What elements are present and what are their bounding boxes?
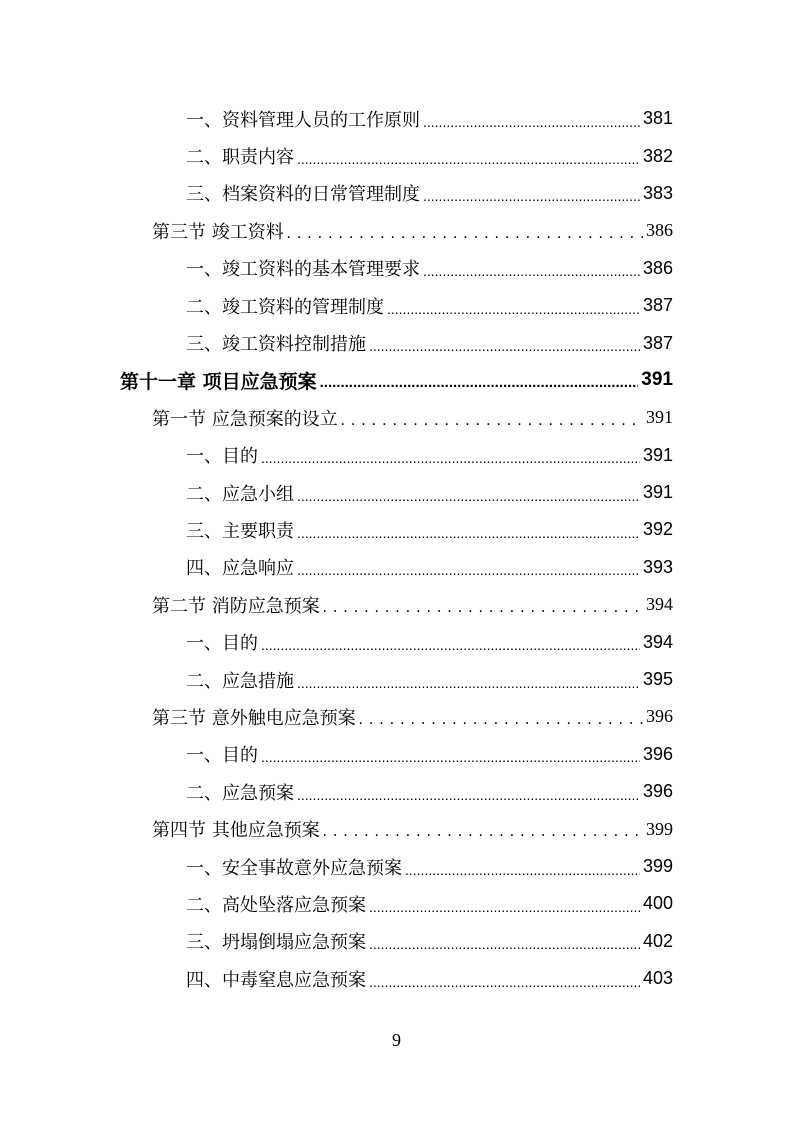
- toc-entry-title: 三、主要职责: [186, 520, 294, 542]
- toc-entry[interactable]: [0, 175, 793, 212]
- toc-dot-leader: [423, 109, 640, 129]
- toc-entry-title: 一、安全事故意外应急预案: [186, 857, 402, 879]
- toc-dot-leader: [323, 595, 643, 615]
- toc-entry-page: 393: [642, 556, 673, 577]
- toc-entry-title: 三、坍塌倒塌应急预案: [186, 932, 366, 954]
- toc-entry-page: 391: [641, 369, 673, 391]
- toc-entry-page: 395: [642, 669, 673, 690]
- toc-section-entry[interactable]: [0, 810, 793, 847]
- toc-section-entry[interactable]: [0, 586, 793, 623]
- toc-dot-leader: [323, 819, 643, 839]
- toc-entry-page: 387: [642, 332, 673, 353]
- toc-entry[interactable]: [0, 736, 793, 773]
- toc-entry-page: 394: [642, 631, 673, 652]
- table-of-contents: [0, 100, 793, 997]
- toc-dot-leader: [369, 894, 640, 914]
- toc-entry-title: 一、资料管理人员的工作原则: [186, 109, 420, 131]
- toc-entry-title: 第十一章 项目应急预案: [120, 370, 317, 393]
- toc-entry-title: 二、应急措施: [186, 670, 294, 692]
- toc-entry[interactable]: [0, 474, 793, 511]
- toc-entry-page: 386: [642, 257, 673, 278]
- toc-entry-page: 396: [642, 781, 673, 802]
- toc-entry-page: 402: [642, 930, 673, 951]
- toc-entry-title: 一、目的: [186, 745, 258, 767]
- toc-entry-title: 三、竣工资料控制措施: [186, 334, 366, 356]
- toc-entry[interactable]: [0, 923, 793, 960]
- toc-entry[interactable]: [0, 623, 793, 660]
- toc-dot-leader: [261, 445, 640, 465]
- toc-entry[interactable]: [0, 960, 793, 997]
- toc-entry-title: 二、高处坠落应急预案: [186, 894, 366, 916]
- toc-dot-leader: [320, 370, 639, 390]
- toc-dot-leader: [297, 557, 640, 577]
- toc-entry-page: 391: [642, 482, 673, 503]
- toc-entry-page: 383: [642, 182, 673, 203]
- toc-dot-leader: [359, 707, 643, 727]
- toc-dot-leader: [297, 483, 640, 503]
- toc-dot-leader: [369, 333, 640, 353]
- toc-entry-page: 396: [642, 743, 673, 764]
- toc-entry-page: 386: [646, 220, 673, 241]
- toc-entry[interactable]: [0, 885, 793, 922]
- toc-entry-title: 一、目的: [186, 446, 258, 468]
- toc-entry-title: 第四节 其他应急预案: [152, 820, 320, 842]
- toc-entry-page: 399: [642, 856, 673, 876]
- toc-dot-leader: [297, 670, 640, 690]
- toc-entry-title: 第二节 消防应急预案: [152, 595, 320, 617]
- toc-entry-page: 394: [646, 594, 673, 615]
- toc-entry-title: 第三节 意外触电应急预案: [152, 707, 356, 729]
- toc-entry[interactable]: [0, 437, 793, 474]
- toc-dot-leader: [297, 520, 640, 540]
- toc-entry-page: 400: [642, 893, 673, 914]
- toc-chapter-entry[interactable]: [0, 362, 793, 399]
- toc-entry[interactable]: [0, 287, 793, 324]
- toc-entry[interactable]: [0, 137, 793, 174]
- toc-entry-title: 一、目的: [186, 633, 258, 655]
- toc-entry-title: 二、职责内容: [186, 147, 294, 169]
- toc-entry-title: 一、竣工资料的基本管理要求: [186, 259, 420, 281]
- toc-entry-title: 二、应急预案: [186, 782, 294, 804]
- toc-dot-leader: [297, 146, 640, 166]
- toc-entry-page: 381: [642, 108, 673, 129]
- toc-entry-title: 三、档案资料的日常管理制度: [186, 184, 420, 206]
- toc-dot-leader: [261, 632, 640, 652]
- toc-entry-title: 第一节 应急预案的设立: [152, 408, 338, 430]
- toc-entry[interactable]: [0, 250, 793, 287]
- toc-entry-page: 396: [646, 706, 673, 727]
- toc-dot-leader: [369, 931, 640, 951]
- toc-entry-page: 403: [642, 968, 673, 989]
- toc-dot-leader: [369, 969, 640, 989]
- toc-dot-leader: [405, 857, 640, 877]
- toc-entry[interactable]: [0, 511, 793, 548]
- toc-dot-leader: [297, 782, 640, 802]
- toc-entry-page: 382: [642, 145, 673, 166]
- toc-section-entry[interactable]: [0, 399, 793, 436]
- toc-entry[interactable]: [0, 661, 793, 698]
- toc-entry[interactable]: [0, 324, 793, 361]
- toc-dot-leader: [423, 258, 640, 278]
- toc-dot-leader: [341, 408, 643, 428]
- toc-entry-title: 四、应急响应: [186, 558, 294, 580]
- toc-entry-page: 391: [642, 444, 673, 465]
- toc-dot-leader: [261, 744, 640, 764]
- toc-entry[interactable]: [0, 100, 793, 137]
- toc-entry[interactable]: [0, 848, 793, 885]
- toc-dot-leader: [287, 221, 643, 241]
- toc-entry-page: 391: [646, 407, 673, 428]
- toc-entry-page: 399: [646, 818, 673, 839]
- toc-section-entry[interactable]: [0, 212, 793, 249]
- page-number: 9: [392, 1030, 401, 1050]
- toc-section-entry[interactable]: [0, 698, 793, 735]
- toc-dot-leader: [423, 183, 640, 203]
- toc-entry-title: 二、应急小组: [186, 483, 294, 505]
- toc-entry-title: 四、中毒窒息应急预案: [186, 969, 366, 991]
- toc-entry[interactable]: [0, 549, 793, 586]
- toc-entry-title: 第三节 竣工资料: [152, 221, 284, 243]
- toc-entry-title: 二、竣工资料的管理制度: [186, 296, 384, 318]
- toc-entry-page: 392: [642, 519, 673, 540]
- toc-dot-leader: [387, 296, 640, 316]
- toc-entry-page: 387: [642, 295, 673, 316]
- toc-entry[interactable]: [0, 773, 793, 810]
